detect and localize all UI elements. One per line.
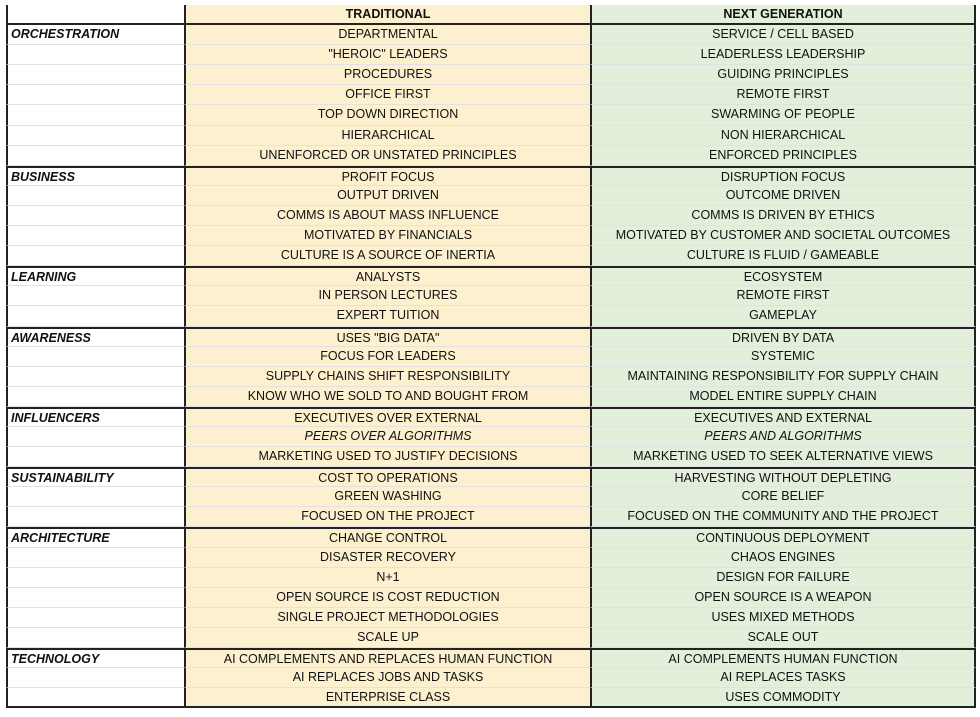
traditional-cell[interactable]: FOCUS FOR LEADERS: [184, 347, 590, 367]
category-cell[interactable]: [6, 347, 184, 367]
traditional-cell[interactable]: ENTERPRISE CLASS: [184, 688, 590, 708]
table-row: [6, 25, 976, 45]
table-row: [6, 447, 976, 467]
table-row: [6, 286, 976, 306]
next-generation-cell[interactable]: AI REPLACES TASKS: [590, 668, 976, 688]
category-cell[interactable]: [6, 85, 184, 105]
traditional-cell[interactable]: KNOW WHO WE SOLD TO AND BOUGHT FROM: [184, 387, 590, 407]
traditional-cell[interactable]: SINGLE PROJECT METHODOLOGIES: [184, 608, 590, 628]
category-cell[interactable]: [6, 65, 184, 85]
table-row: [6, 548, 976, 568]
table-row: [6, 266, 976, 286]
next-generation-cell[interactable]: CHAOS ENGINES: [590, 548, 976, 568]
category-cell[interactable]: [6, 487, 184, 507]
next-generation-cell[interactable]: MOTIVATED BY CUSTOMER AND SOCIETAL OUTCOMES: [590, 226, 976, 246]
next-generation-cell[interactable]: USES COMMODITY: [590, 688, 976, 708]
traditional-cell[interactable]: AI COMPLEMENTS AND REPLACES HUMAN FUNCTION: [184, 648, 590, 668]
category-cell[interactable]: [6, 668, 184, 688]
next-generation-cell[interactable]: EXECUTIVES AND EXTERNAL: [590, 407, 976, 427]
next-generation-cell[interactable]: PEERS AND ALGORITHMS: [590, 427, 976, 447]
traditional-cell[interactable]: FOCUSED ON THE PROJECT: [184, 507, 590, 527]
next-generation-cell[interactable]: CORE BELIEF: [590, 487, 976, 507]
table-row: [6, 628, 976, 648]
category-label[interactable]: BUSINESS: [6, 166, 184, 186]
table-row: [6, 427, 976, 447]
category-cell[interactable]: [6, 226, 184, 246]
table-row: [6, 186, 976, 206]
category-cell[interactable]: [6, 286, 184, 306]
next-generation-cell[interactable]: LEADERLESS LEADERSHIP: [590, 45, 976, 65]
traditional-cell[interactable]: TOP DOWN DIRECTION: [184, 105, 590, 125]
table-row: [6, 487, 976, 507]
next-generation-cell[interactable]: USES MIXED METHODS: [590, 608, 976, 628]
table-row: [6, 507, 976, 527]
traditional-cell[interactable]: EXPERT TUITION: [184, 306, 590, 326]
table-row: [6, 226, 976, 246]
category-cell[interactable]: [6, 427, 184, 447]
header-traditional[interactable]: TRADITIONAL: [184, 5, 590, 25]
table-row: [6, 146, 976, 166]
category-cell[interactable]: [6, 568, 184, 588]
traditional-cell[interactable]: ANALYSTS: [184, 266, 590, 286]
category-cell[interactable]: [6, 105, 184, 125]
traditional-cell[interactable]: OPEN SOURCE IS COST REDUCTION: [184, 588, 590, 608]
table-row: [6, 327, 976, 347]
traditional-cell[interactable]: PROCEDURES: [184, 65, 590, 85]
table-row: [6, 387, 976, 407]
next-generation-cell[interactable]: REMOTE FIRST: [590, 85, 976, 105]
table-row: [6, 105, 976, 125]
traditional-cell[interactable]: EXECUTIVES OVER EXTERNAL: [184, 407, 590, 427]
category-label[interactable]: ORCHESTRATION: [6, 25, 184, 45]
table-row: [6, 126, 976, 146]
next-generation-cell[interactable]: SWARMING OF PEOPLE: [590, 105, 976, 125]
traditional-cell[interactable]: IN PERSON LECTURES: [184, 286, 590, 306]
category-cell[interactable]: [6, 186, 184, 206]
traditional-cell[interactable]: COMMS IS ABOUT MASS INFLUENCE: [184, 206, 590, 226]
table-row: [6, 347, 976, 367]
table-body: [6, 25, 976, 708]
category-cell[interactable]: [6, 447, 184, 467]
table-row: [6, 527, 976, 547]
next-generation-cell[interactable]: OUTCOME DRIVEN: [590, 186, 976, 206]
table-row: [6, 608, 976, 628]
category-cell[interactable]: [6, 146, 184, 166]
category-cell[interactable]: [6, 367, 184, 387]
next-generation-cell[interactable]: MODEL ENTIRE SUPPLY CHAIN: [590, 387, 976, 407]
traditional-cell[interactable]: COST TO OPERATIONS: [184, 467, 590, 487]
traditional-cell[interactable]: SCALE UP: [184, 628, 590, 648]
table-row: [6, 588, 976, 608]
category-cell[interactable]: [6, 608, 184, 628]
traditional-cell[interactable]: PROFIT FOCUS: [184, 166, 590, 186]
traditional-cell[interactable]: HIERARCHICAL: [184, 126, 590, 146]
traditional-cell[interactable]: CHANGE CONTROL: [184, 527, 590, 547]
traditional-cell[interactable]: "HEROIC" LEADERS: [184, 45, 590, 65]
table-row: [6, 306, 976, 326]
traditional-cell[interactable]: CULTURE IS A SOURCE OF INERTIA: [184, 246, 590, 266]
category-cell[interactable]: [6, 45, 184, 65]
category-label[interactable]: SUSTAINABILITY: [6, 467, 184, 487]
table-row: [6, 467, 976, 487]
next-generation-cell[interactable]: MARKETING USED TO SEEK ALTERNATIVE VIEWS: [590, 447, 976, 467]
category-cell[interactable]: [6, 548, 184, 568]
header-category-cell[interactable]: [6, 5, 184, 25]
table-row: [6, 65, 976, 85]
category-cell[interactable]: [6, 126, 184, 146]
category-cell[interactable]: [6, 588, 184, 608]
category-label[interactable]: INFLUENCERS: [6, 407, 184, 427]
table-row: [6, 45, 976, 65]
next-generation-cell[interactable]: MAINTAINING RESPONSIBILITY FOR SUPPLY CHAIN: [590, 367, 976, 387]
next-generation-cell[interactable]: COMMS IS DRIVEN BY ETHICS: [590, 206, 976, 226]
table-row: [6, 668, 976, 688]
comparison-table: [6, 5, 976, 708]
table-row: [6, 407, 976, 427]
traditional-cell[interactable]: UNENFORCED OR UNSTATED PRINCIPLES: [184, 146, 590, 166]
category-cell[interactable]: [6, 387, 184, 407]
traditional-cell[interactable]: MOTIVATED BY FINANCIALS: [184, 226, 590, 246]
next-generation-cell[interactable]: ECOSYSTEM: [590, 266, 976, 286]
category-label[interactable]: TECHNOLOGY: [6, 648, 184, 668]
category-cell[interactable]: [6, 206, 184, 226]
next-generation-cell[interactable]: GUIDING PRINCIPLES: [590, 65, 976, 85]
traditional-cell[interactable]: N+1: [184, 568, 590, 588]
header-next-generation[interactable]: NEXT GENERATION: [590, 5, 976, 25]
traditional-cell[interactable]: OUTPUT DRIVEN: [184, 186, 590, 206]
traditional-cell[interactable]: DEPARTMENTAL: [184, 25, 590, 45]
traditional-cell[interactable]: PEERS OVER ALGORITHMS: [184, 427, 590, 447]
next-generation-cell[interactable]: DRIVEN BY DATA: [590, 327, 976, 347]
traditional-cell[interactable]: USES "BIG DATA": [184, 327, 590, 347]
table-row: [6, 166, 976, 186]
next-generation-cell[interactable]: FOCUSED ON THE COMMUNITY AND THE PROJECT: [590, 507, 976, 527]
next-generation-cell[interactable]: SYSTEMIC: [590, 347, 976, 367]
table-row: [6, 367, 976, 387]
category-cell[interactable]: [6, 507, 184, 527]
traditional-cell[interactable]: DISASTER RECOVERY: [184, 548, 590, 568]
next-generation-cell[interactable]: SCALE OUT: [590, 628, 976, 648]
traditional-cell[interactable]: GREEN WASHING: [184, 487, 590, 507]
next-generation-cell[interactable]: DISRUPTION FOCUS: [590, 166, 976, 186]
traditional-cell[interactable]: OFFICE FIRST: [184, 85, 590, 105]
next-generation-cell[interactable]: CULTURE IS FLUID / GAMEABLE: [590, 246, 976, 266]
next-generation-cell[interactable]: ENFORCED PRINCIPLES: [590, 146, 976, 166]
next-generation-cell[interactable]: GAMEPLAY: [590, 306, 976, 326]
next-generation-cell[interactable]: DESIGN FOR FAILURE: [590, 568, 976, 588]
table-row: [6, 568, 976, 588]
next-generation-cell[interactable]: SERVICE / CELL BASED: [590, 25, 976, 45]
next-generation-cell[interactable]: HARVESTING WITHOUT DEPLETING: [590, 467, 976, 487]
next-generation-cell[interactable]: CONTINUOUS DEPLOYMENT: [590, 527, 976, 547]
table-row: [6, 688, 976, 708]
header-row: [6, 5, 976, 25]
category-cell[interactable]: [6, 246, 184, 266]
table-row: [6, 648, 976, 668]
next-generation-cell[interactable]: OPEN SOURCE IS A WEAPON: [590, 588, 976, 608]
table-row: [6, 206, 976, 226]
traditional-cell[interactable]: SUPPLY CHAINS SHIFT RESPONSIBILITY: [184, 367, 590, 387]
category-cell[interactable]: [6, 306, 184, 326]
category-label[interactable]: AWARENESS: [6, 327, 184, 347]
category-label[interactable]: LEARNING: [6, 266, 184, 286]
category-cell[interactable]: [6, 688, 184, 708]
category-cell[interactable]: [6, 628, 184, 648]
next-generation-cell[interactable]: AI COMPLEMENTS HUMAN FUNCTION: [590, 648, 976, 668]
next-generation-cell[interactable]: NON HIERARCHICAL: [590, 126, 976, 146]
traditional-cell[interactable]: AI REPLACES JOBS AND TASKS: [184, 668, 590, 688]
traditional-cell[interactable]: MARKETING USED TO JUSTIFY DECISIONS: [184, 447, 590, 467]
category-label[interactable]: ARCHITECTURE: [6, 527, 184, 547]
next-generation-cell[interactable]: REMOTE FIRST: [590, 286, 976, 306]
table-row: [6, 85, 976, 105]
table-row: [6, 246, 976, 266]
